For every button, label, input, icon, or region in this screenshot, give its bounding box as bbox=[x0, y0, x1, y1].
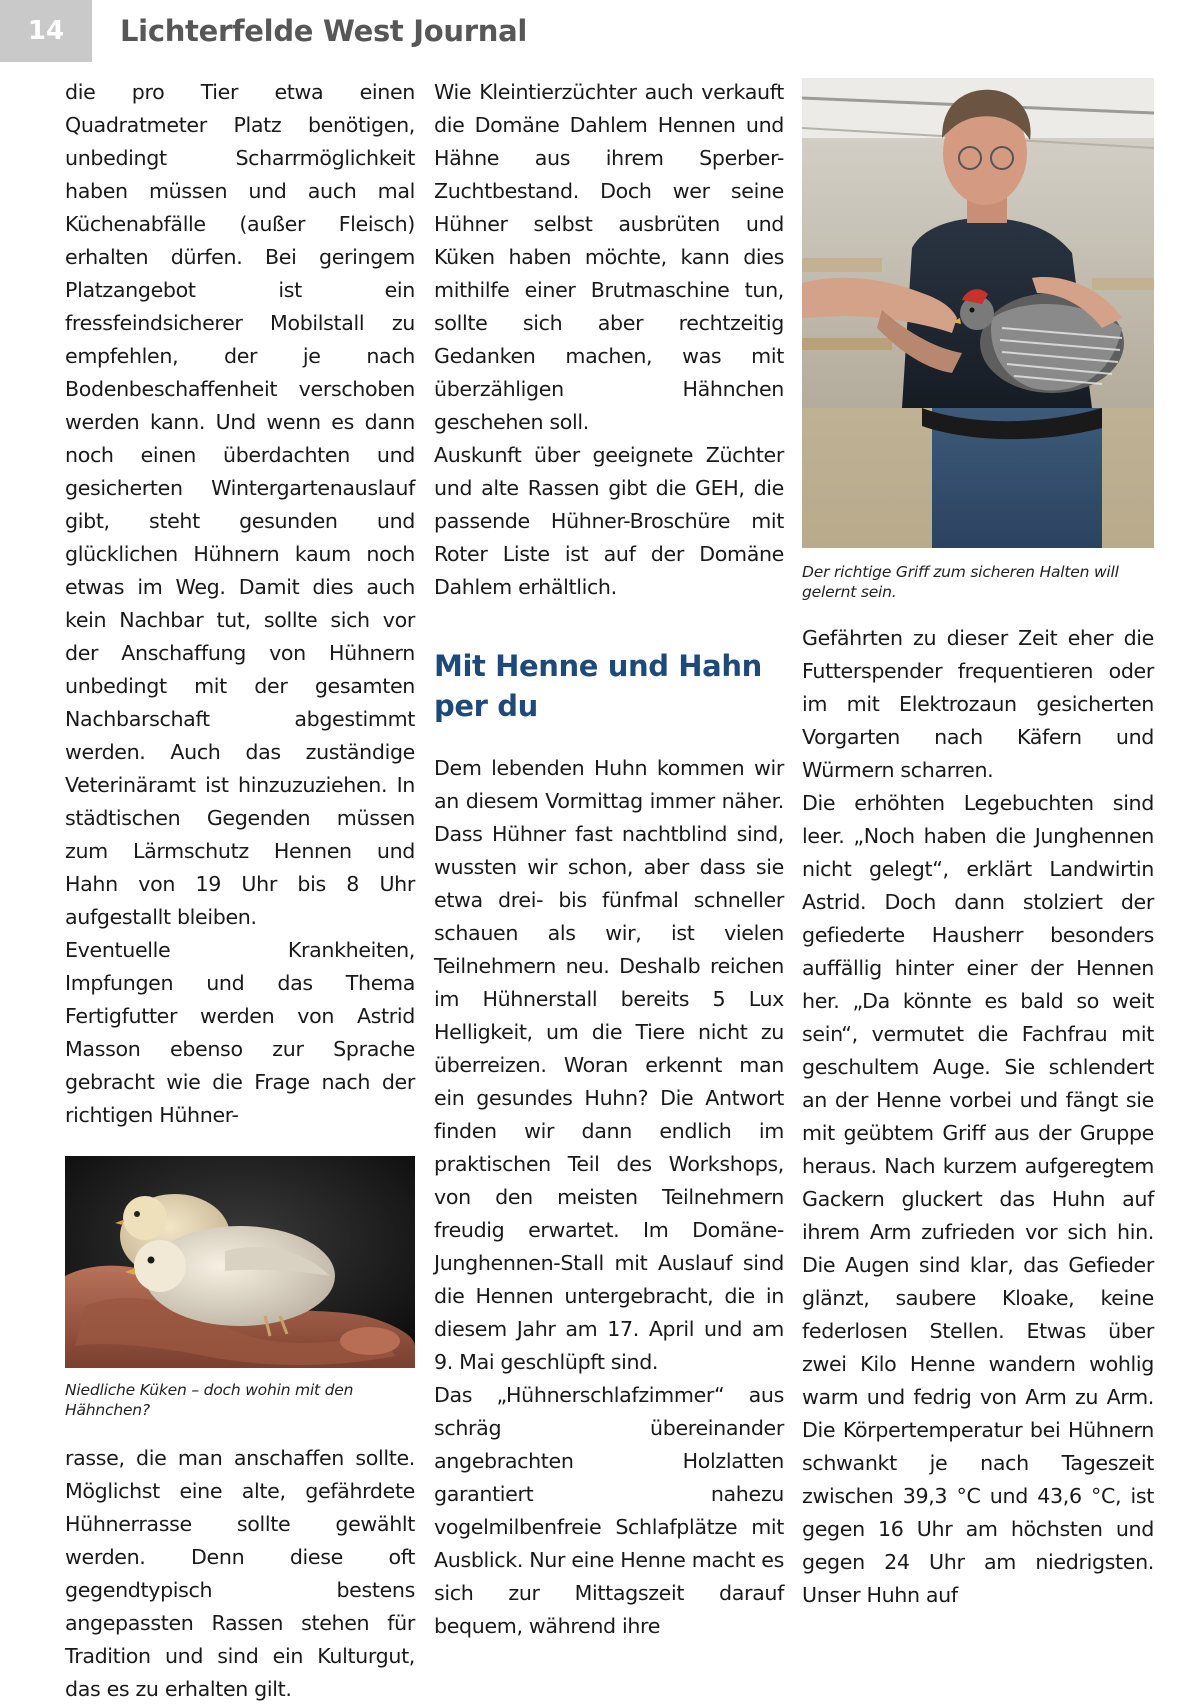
col2-paragraph-1: Wie Kleintierzüchter auch verkauft die Domäne Dahlem Hennen und Hähne aus ihrem Sperber-Zuchtbestand. Doch wer seine Hühner selbst ausbrüten und Küken haben möchte, kann dies mithilfe einer Brutmaschine tun, sollte sich aber rechtzeitig Gedanken machen, was mit überzähligen Hähnchen geschehen soll. bbox=[434, 80, 784, 434]
col1-paragraph-1: die pro Tier etwa einen Quadratmeter Platz benötigen, unbedingt Scharrmöglichkeit haben müssen und auch mal Küchenabfälle (außer Fleisch) erhalten dürfen. Bei geringem Platzangebot ist ein fressfeindsicherer Mobilstall zu empfehlen, der je nach Bodenbeschaffenheit verschoben werden kann. Und wenn es dann noch einen überdachten und gesicherten Wintergartenauslauf gibt, steht gesunden und glücklichen Hühnern kaum noch etwas im Weg. Damit dies auch kein Nachbar tut, sollte sich vor der Anschaffung von Hühnern unbedingt mit der gesamten Nachbarschaft abgestimmt werden. Auch das zuständige Veterinäramt ist hinzuzuziehen. In städtischen Gegenden müssen zum Lärmschutz Hennen und Hahn von 19 Uhr bis 8 Uhr aufgestallt bleiben. bbox=[65, 80, 415, 929]
chicks-photo bbox=[65, 1156, 415, 1368]
chicks-photo-caption: Niedliche Küken – doch wohin mit den Hähnchen? bbox=[65, 1381, 354, 1419]
hen-photo bbox=[802, 78, 1154, 548]
col1-paragraph-3: rasse, die man anschaffen sollte. Möglichst eine alte, gefährdete Hühnerrasse sollte gewählt werden. Denn diese oft gegendtypisch bestens angepassten Rassen stehen für Tradition und sind ein Kulturgut, das es zu erhalten gilt. bbox=[65, 1446, 415, 1701]
column-2 bbox=[434, 76, 784, 1643]
woman-holding-hen-image bbox=[802, 78, 1154, 548]
page-header bbox=[0, 0, 1200, 62]
column-1 bbox=[65, 76, 415, 1706]
col2-paragraph-4: Das „Hühnerschlafzimmer“ aus schräg übereinander angebrachten Holzlatten garantiert nahezu vogelmilbenfreie Schlafplätze mit Ausblick. Nur eine Henne macht es sich zur Mittagszeit darauf bequem, während ihre bbox=[434, 1383, 784, 1638]
column-3 bbox=[802, 76, 1154, 1612]
col3-paragraph-2: Die erhöhten Legebuchten sind leer. „Noch haben die Junghennen nicht gelegt“, erklärt Landwirtin Astrid. Doch dann stolziert der gefiederte Hausherr besonders auffällig hinter einer der Hennen her. „Da könnte es bald so weit sein“, vermutet die Fachfrau mit geschultem Auge. Sie schlendert an der Henne vorbei und fängt sie mit geübtem Griff aus der Gruppe heraus. Nach kurzem aufgeregtem Gackern gluckert das Huhn auf ihrem Arm zufrieden vor sich hin. Die Augen sind klar, das Gefieder glänzt, saubere Kloake, keine federlosen Stellen. Etwas über zwei Kilo Henne wandern wohlig warm und fedrig von Arm zu Arm. Die Körpertemperatur bei Hühnern schwankt je nach Tageszeit zwischen 39,3 °C und 43,6 °C, ist gegen 16 Uhr am höchsten und gegen 24 Uhr am niedrigsten. Unser Huhn auf bbox=[802, 791, 1154, 1607]
col2-paragraph-2: Auskunft über geeignete Züchter und alte Rassen gibt die GEH, die passende Hühner-Broschüre mit Roter Liste ist auf der Domäne Dahlem erhältlich. bbox=[434, 443, 784, 599]
col2-paragraph-3: Dem lebenden Huhn kommen wir an diesem Vormittag immer näher. Dass Hühner fast nachtblind sind, wussten wir schon, aber dass sie etwa drei- bis fünfmal schneller schauen als wir, ist vielen Teilnehmern neu. Deshalb reichen im Hühnerstall bereits 5 Lux Helligkeit, um die Tiere nicht zu überreizen. Woran erkennt man ein gesundes Huhn? Die Antwort finden wir dann endlich im praktischen Teil des Workshops, von den meisten Teilnehmern freudig erwartet. Im Domäne-Junghennen-Stall mit Auslauf sind die Hennen untergebracht, die in diesem Jahr am 17. April und am 9. Mai geschlüpft sind. bbox=[434, 756, 784, 1374]
page-number: 14 bbox=[0, 0, 92, 62]
subheading: Mit Henne und Hahn per du bbox=[434, 649, 762, 723]
publication-title: Lichterfelde West Journal bbox=[120, 14, 527, 48]
chicks-in-hand-image bbox=[65, 1156, 415, 1368]
col1-paragraph-2: Eventuelle Krankheiten, Impfungen und das Thema Fertigfutter werden von Astrid Masson ebenso zur Sprache gebracht wie die Frage nach der richtigen Hühner- bbox=[65, 938, 415, 1127]
col3-paragraph-1: Gefährten zu dieser Zeit eher die Futterspender frequentieren oder im mit Elektrozaun gesicherten Vorgarten nach Käfern und Würmern scharren. bbox=[802, 626, 1154, 782]
hen-photo-caption: Der richtige Griff zum sicheren Halten will gelernt sein. bbox=[802, 563, 1119, 601]
